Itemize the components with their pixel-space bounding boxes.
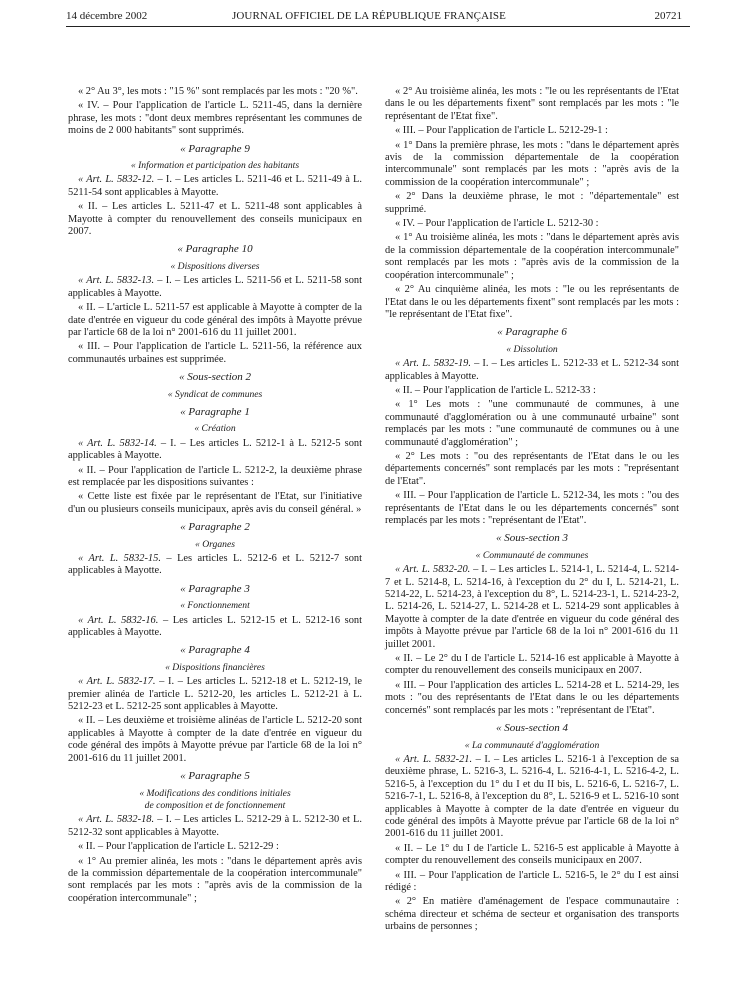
article-reference: « Art. L. 5832-15. bbox=[78, 553, 161, 564]
section-heading: « Paragraphe 3 bbox=[180, 582, 250, 595]
paragraph: « II. – Pour l'application de l'article L. 5212-29 : bbox=[78, 841, 279, 853]
article-paragraph bbox=[68, 615, 362, 640]
paragraph: « III. – Pour l'application des articles L. 5214-28 et L. 5214-29, les mots : "ou des représentants de l'Etat dans le ou les départements concernés" sont remplacés par les mots : "représentant de l'Etat". bbox=[385, 679, 679, 716]
header-rule bbox=[66, 26, 690, 27]
article-paragraph bbox=[385, 754, 679, 841]
right-column bbox=[385, 86, 679, 936]
article-reference: « Art. L. 5832-20. bbox=[395, 564, 471, 576]
section-subheading: « Organes bbox=[195, 538, 235, 550]
article-paragraph bbox=[385, 564, 679, 651]
section-subheading: « Fonctionnement bbox=[180, 600, 250, 612]
article-text: – I. – Les articles L. 5216-1 à l'exception de sa deuxième phrase, L. 5216-3, L. 5216-4, L. 5216-4-1, L. 5216-4-2, L. 5216-5, à l'exception du 1° du I et du II bis, L. 5216-6, L. 5216-7, L. 5216-7-1, L. 5216-8, à l'exception du 8°, L. 5216-9 et L. 5216-10 sont applicables à Mayotte à compter de la date d'entrée en vigueur du code général des impôts à Mayotte prévue par l'article 68 de la loi n° 2001-616 du 11 juillet 2001. bbox=[385, 753, 679, 840]
article-text: – Les articles L. 5212-15 et L. 5212-16 sont applicables à Mayotte. bbox=[68, 614, 362, 639]
article-paragraph bbox=[68, 676, 362, 713]
paragraph: « III. – Pour l'application de l'article L. 5216-5, le 2° du I est ainsi rédigé : bbox=[385, 869, 679, 893]
paragraph: « III. – Pour l'application de l'article L. 5212-29-1 : bbox=[395, 125, 608, 137]
article-reference: « Art. L. 5832-17. bbox=[78, 676, 156, 688]
article-paragraph bbox=[68, 553, 362, 578]
article-paragraph bbox=[385, 358, 679, 383]
paragraph: « II. – Le 2° du I de l'article L. 5214-16 est applicable à Mayotte à compter du renouvellement des conseils municipaux en 2007. bbox=[385, 653, 679, 677]
article-text: – I. – Les articles L. 5214-1, L. 5214-4, L. 5214-7 et L. 5214-8, L. 5214-16, à l'exception du 2° du I, L. 5214-21, L. 5214-22, L. 5214-23, à l'exception du 8°, L. 5214-23-1, L. 5214-23-2, L. 5214-26, L. 5214-27, L. 5214-28 et L. 5214-29 sont applicables à Mayotte à compter de la date d'entrée en vigueur du code général des impôts à Mayotte prévue par l'article 68 de la loi n° 2001-616 du 11 juillet 2001. bbox=[385, 564, 679, 650]
paragraph: « 2° Au 3°, les mots : "15 %" sont remplacés par les mots : "20 %". bbox=[78, 86, 358, 97]
paragraph: « II. – Les deuxième et troisième alinéas de l'article L. 5212-20 sont applicables à Mayotte à compter de la date d'entrée en vigueur du code général des impôts à Mayotte prévue par l'article 68 de la loi n° 2001-616 du 11 juillet 2001. bbox=[68, 715, 362, 764]
section-heading: « Paragraphe 2 bbox=[180, 521, 250, 534]
left-column bbox=[68, 86, 362, 907]
paragraph: « 1° Au troisième alinéa, les mots : "dans le département après avis de la commission départementale de la coopération intercommunale" sont remplacés par les mots : "après avis de la commission de la coopération intercommunale" ; bbox=[385, 232, 679, 281]
paragraph: « 1° Au premier alinéa, les mots : "dans le département après avis de la commission départementale de la coopération intercommunale" sont remplacés par les mots : "après avis de la commission de la coopération intercommunale" ; bbox=[68, 855, 362, 904]
section-subheading: « La communauté d'agglomération bbox=[464, 739, 600, 751]
section-subheading: « Dissolution bbox=[506, 343, 558, 355]
paragraph: « II. – Pour l'application de l'article L. 5212-33 : bbox=[395, 384, 596, 396]
paragraph: « II. – Pour l'application de l'article L. 5212-2, la deuxième phrase est remplacée par les dispositions suivantes : bbox=[68, 464, 362, 488]
article-reference: « Art. L. 5832-12. bbox=[78, 174, 155, 186]
section-heading: « Paragraphe 5 bbox=[180, 770, 250, 783]
article-reference: « Art. L. 5832-16. bbox=[78, 614, 159, 626]
paragraph: « IV. – Pour l'application de l'article L. 5212-30 : bbox=[395, 218, 599, 230]
paragraph: « 1° Dans la première phrase, les mots : "dans le département après avis de la commission départementale de la coopération intercommunale" sont remplacés par les mots : "après avis de la commission de la coopération intercommunale" ; bbox=[385, 139, 679, 188]
section-subheading: « Communauté de communes bbox=[475, 549, 589, 561]
article-reference: « Art. L. 5832-14. bbox=[78, 437, 157, 449]
article-paragraph bbox=[68, 174, 362, 199]
paragraph: « Cette liste est fixée par le représentant de l'Etat, sur l'initiative d'un ou plusieurs conseils municipaux, après avis du conseil général. » bbox=[68, 491, 362, 515]
section-heading: « Sous-section 2 bbox=[178, 371, 252, 384]
paragraph: « 2° Les mots : "ou des représentants de l'Etat dans le ou les départements concernés" sont remplacés par les mots : "représentant de l'Etat". bbox=[385, 450, 679, 487]
article-text: – I. – Les articles L. 5212-1 à L. 5212-5 sont applicables à Mayotte. bbox=[68, 437, 362, 462]
paragraph: « 2° Au troisième alinéa, les mots : "le ou les représentants de l'Etat dans le ou les départements fixent" sont remplacés par les mots : "le représentant de l'Etat fixe". bbox=[385, 86, 679, 122]
section-subheading: « Modifications des conditions initiales bbox=[139, 787, 291, 799]
paragraph: « 1° Les mots : "une communauté de communes, à une communauté d'agglomération ou à une communauté urbaine" sont remplacés par les mots : "une communauté de communes ou à une communauté d'agglomération" ; bbox=[385, 399, 679, 448]
article-paragraph bbox=[68, 438, 362, 463]
paragraph: « 2° En matière d'aménagement de l'espace communautaire : schéma directeur et schéma de secteur et organisation des transports urbains de personnes ; bbox=[385, 896, 679, 933]
header-page-number: 20721 bbox=[654, 10, 682, 22]
article-reference: « Art. L. 5832-21. bbox=[395, 753, 473, 765]
section-heading: « Paragraphe 9 bbox=[180, 142, 250, 155]
paragraph: « IV. – Pour l'application de l'article L. 5211-45, dans la dernière phrase, les mots : "dont deux membres représentant les communes de moins de 2 000 habitants" sont supprimés. bbox=[68, 100, 362, 137]
section-subheading: « Syndicat de communes bbox=[167, 388, 263, 400]
paragraph: « II. – L'article L. 5211-57 est applicable à Mayotte à compter de la date d'entrée en vigueur du code général des impôts à Mayotte prévue par l'article 68 de la loi n° 2001-616 du 11 juillet 2001. bbox=[68, 302, 362, 338]
article-text: – I. – Les articles L. 5211-46 et L. 5211-49 à L. 5211-54 sont applicables à Mayotte. bbox=[68, 174, 362, 198]
article-reference: « Art. L. 5832-18. bbox=[78, 814, 155, 826]
section-subheading: de composition et de fonctionnement bbox=[144, 799, 286, 811]
section-heading: « Paragraphe 6 bbox=[497, 326, 567, 339]
section-heading: « Sous-section 3 bbox=[495, 532, 569, 545]
paragraph: « II. – Les articles L. 5211-47 et L. 5211-48 sont applicables à Mayotte à compter du renouvellement des conseils municipaux en 2007. bbox=[68, 201, 362, 238]
article-text: – I. – Les articles L. 5212-33 et L. 5212-34 sont applicables à Mayotte. bbox=[385, 358, 679, 382]
section-subheading: « Dispositions financières bbox=[165, 661, 265, 673]
section-subheading: « Création bbox=[194, 423, 236, 435]
paragraph: « 2° Dans la deuxième phrase, le mot : "départementale" est supprimé. bbox=[385, 191, 679, 215]
section-heading: « Paragraphe 10 bbox=[177, 243, 253, 256]
paragraph: « III. – Pour l'application de l'article L. 5211-56, la référence aux communautés urbaines est supprimée. bbox=[68, 341, 362, 365]
section-heading: « Sous-section 4 bbox=[495, 722, 569, 735]
article-text: – Les articles L. 5212-6 et L. 5212-7 sont applicables à Mayotte. bbox=[68, 553, 362, 577]
header-title: JOURNAL OFFICIEL DE LA RÉPUBLIQUE FRANÇAISE bbox=[232, 10, 506, 22]
article-reference: « Art. L. 5832-13. bbox=[78, 275, 155, 287]
article-text: – I. – Les articles L. 5212-29 à L. 5212-30 et L. 5212-32 sont applicables à Mayotte. bbox=[68, 814, 362, 838]
article-paragraph bbox=[68, 275, 362, 300]
paragraph: « II. – Le 1° du I de l'article L. 5216-5 est applicable à Mayotte à compter du renouvellement des conseils municipaux en 2007. bbox=[385, 842, 679, 867]
header-date: 14 décembre 2002 bbox=[66, 10, 148, 22]
section-subheading: « Dispositions diverses bbox=[170, 260, 260, 272]
section-heading: « Paragraphe 1 bbox=[180, 405, 250, 418]
section-subheading: « Information et participation des habitants bbox=[130, 160, 300, 172]
article-reference: « Art. L. 5832-19. bbox=[395, 358, 471, 370]
section-heading: « Paragraphe 4 bbox=[180, 644, 250, 657]
article-text: – I. – Les articles L. 5211-56 et L. 5211-58 sont applicables à Mayotte. bbox=[68, 275, 362, 299]
paragraph: « 2° Au cinquième alinéa, les mots : "le ou les représentants de l'Etat dans le ou les départements fixent" sont remplacés par les mots : "le représentant de l'Etat fixe". bbox=[385, 284, 679, 320]
paragraph: « III. – Pour l'application de l'article L. 5212-34, les mots : "ou des représentants de l'Etat dans le ou les départements concernés" sont remplacés par les mots : "représentant de l'Etat". bbox=[385, 490, 679, 526]
page-header bbox=[0, 10, 748, 26]
article-text: – I. – Les articles L. 5212-18 et L. 5212-19, le premier alinéa de l'article L. 5212-20, les articles L. 5212-21 à L. 5212-23 et L. 5212-25 sont applicables à Mayotte. bbox=[68, 676, 362, 713]
article-paragraph bbox=[68, 814, 362, 839]
